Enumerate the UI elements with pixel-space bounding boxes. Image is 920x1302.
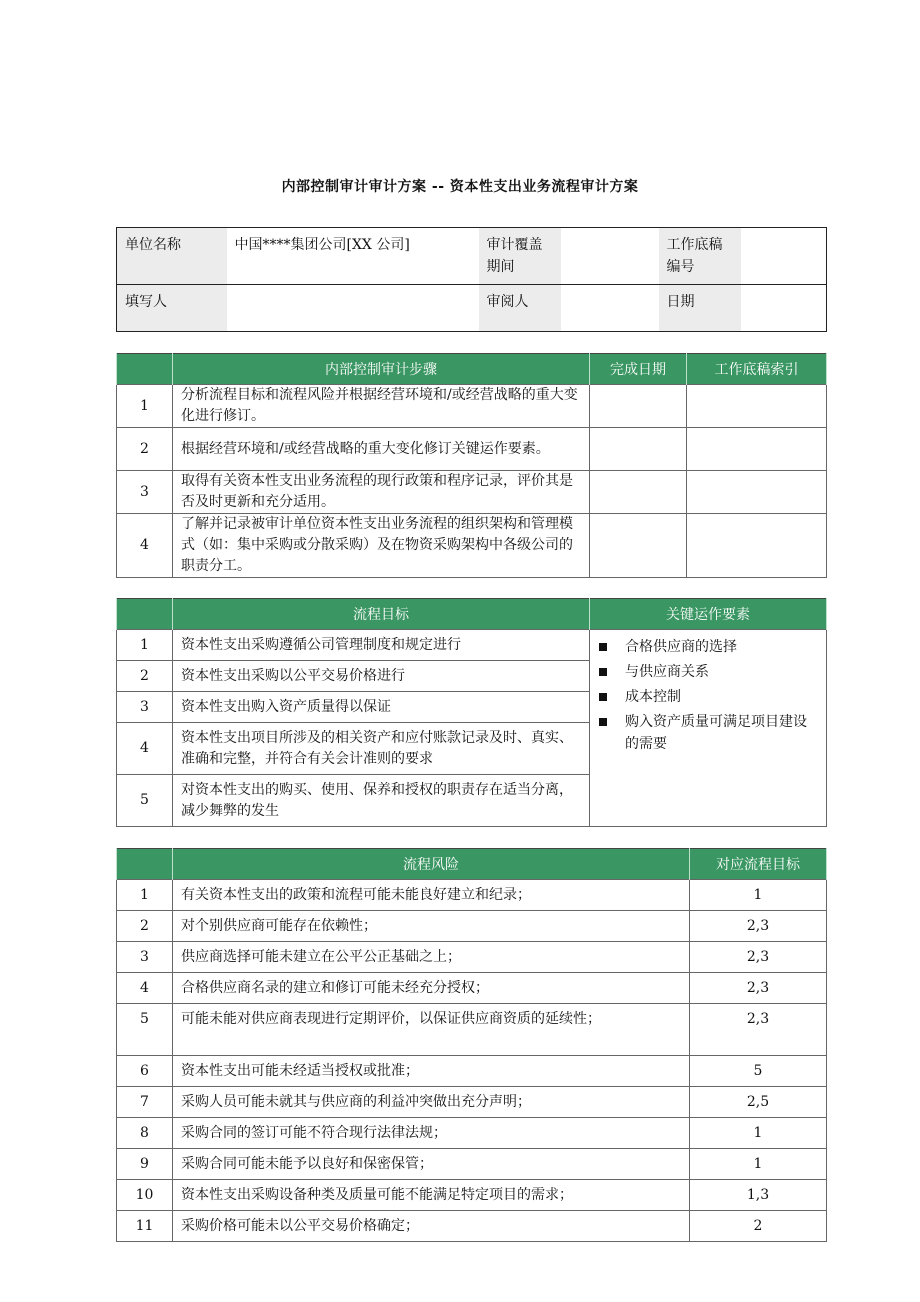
goal-text: 资本性支出采购以公平交易价格进行 [173,661,590,692]
row-number: 2 [117,911,173,942]
row-number: 4 [117,514,173,578]
row-number: 10 [117,1180,173,1211]
row-number: 3 [117,942,173,973]
preparer-value [227,285,479,332]
risk-text: 采购合同的签订可能不符合现行法律法规； [173,1118,690,1149]
goals-header-key-factors: 关键运作要素 [590,599,827,630]
reviewer-label: 审阅人 [479,285,561,332]
step-text: 取得有关资本性支出业务流程的现行政策和程序记录，评价其是否及时更新和充分适用。 [173,471,590,514]
goals-header-no [117,599,173,630]
square-bullet-icon [599,693,607,701]
steps-header-step: 内部控制审计步骤 [173,354,590,385]
goal-text: 资本性支出购入资产质量得以保证 [173,692,590,723]
table-row [117,880,827,911]
row-number: 3 [117,471,173,514]
date-label: 日期 [659,285,741,332]
step-index [687,514,827,578]
risk-text: 资本性支出可能未经适当授权或批准； [173,1056,690,1087]
risk-text: 采购价格可能未以公平交易价格确定； [173,1211,690,1242]
process-goals-table [116,598,827,827]
list-item [598,711,818,755]
square-bullet-icon [599,718,607,726]
table-row [117,385,827,428]
square-bullet-icon [599,668,607,676]
preparer-label: 填写人 [117,285,227,332]
goal-text: 对资本性支出的购买、使用、保养和授权的职责存在适当分离，减少舞弊的发生 [173,775,590,827]
key-factors-cell [590,630,827,827]
steps-header-index: 工作底稿索引 [687,354,827,385]
table-row [117,514,827,578]
table-row [117,911,827,942]
risk-goal: 1,3 [690,1180,827,1211]
step-index [687,471,827,514]
risk-text: 合格供应商名录的建立和修订可能未经充分授权； [173,973,690,1004]
workpaper-value [741,228,827,285]
table-row [117,471,827,514]
risk-goal: 2,5 [690,1087,827,1118]
row-number: 2 [117,428,173,471]
process-risks-table [116,848,827,1242]
workpaper-label: 工作底稿编号 [659,228,741,285]
row-number: 4 [117,973,173,1004]
step-text: 根据经营环境和/或经营战略的重大变化修订关键运作要素。 [173,428,590,471]
goal-text: 资本性支出项目所涉及的相关资产和应付账款记录及时、真实、准确和完整，并符合有关会计准则的要求 [173,723,590,775]
table-row [117,1087,827,1118]
table-row [117,973,827,1004]
row-number: 1 [117,880,173,911]
row-number: 8 [117,1118,173,1149]
period-value [561,228,659,285]
step-date [590,385,687,428]
unit-value: 中国****集团公司[XX 公司] [234,237,410,253]
risks-header-no [117,849,173,880]
risks-header-goal: 对应流程目标 [690,849,827,880]
key-factor-text: 成本控制 [625,689,681,705]
steps-header-no [117,354,173,385]
step-date [590,514,687,578]
row-number: 6 [117,1056,173,1087]
row-number: 5 [117,775,173,827]
row-number: 2 [117,661,173,692]
risk-goal: 2,3 [690,1004,827,1056]
risk-goal: 2,3 [690,911,827,942]
risk-text: 采购合同可能未能予以良好和保密保管； [173,1149,690,1180]
row-number: 3 [117,692,173,723]
table-row [117,630,827,661]
risks-header-risk: 流程风险 [173,849,690,880]
row-number: 11 [117,1211,173,1242]
list-item [598,636,818,658]
row-number: 7 [117,1087,173,1118]
step-date [590,428,687,471]
table-row [117,1004,827,1056]
key-factor-text: 购入资产质量可满足项目建设的需要 [625,714,807,752]
risk-text: 资本性支出采购设备种类及质量可能不能满足特定项目的需求； [173,1180,690,1211]
risk-goal: 2,3 [690,973,827,1004]
risk-goal: 2 [690,1211,827,1242]
unit-label: 单位名称 [117,228,227,285]
step-index [687,385,827,428]
row-number: 1 [117,630,173,661]
step-date [590,471,687,514]
row-number: 9 [117,1149,173,1180]
risk-text: 采购人员可能未就其与供应商的利益冲突做出充分声明； [173,1087,690,1118]
row-number: 4 [117,723,173,775]
date-value [741,285,827,332]
risk-goal: 1 [690,1118,827,1149]
risk-goal: 1 [690,880,827,911]
key-factors-list [598,636,818,755]
step-text: 分析流程目标和流程风险并根据经营环境和/或经营战略的重大变化进行修订。 [173,385,590,428]
row-number: 1 [117,385,173,428]
risk-goal: 5 [690,1056,827,1087]
table-row [117,428,827,471]
step-index [687,428,827,471]
risk-goal: 2,3 [690,942,827,973]
info-table [116,227,827,332]
audit-steps-table [116,353,827,578]
risk-text: 可能未能对供应商表现进行定期评价，以保证供应商资质的延续性； [173,1004,690,1056]
list-item [598,686,818,708]
risk-text: 有关资本性支出的政策和流程可能未能良好建立和纪录； [173,880,690,911]
square-bullet-icon [599,643,607,651]
reviewer-value [561,285,659,332]
risk-text: 对个别供应商可能存在依赖性； [173,911,690,942]
table-row [117,1211,827,1242]
risk-text: 供应商选择可能未建立在公平公正基础之上； [173,942,690,973]
table-row [117,1056,827,1087]
row-number: 5 [117,1004,173,1056]
page-title: 内部控制审计审计方案 -- 资本性支出业务流程审计方案 [281,179,639,195]
key-factor-text: 合格供应商的选择 [625,639,737,655]
table-row [117,942,827,973]
list-item [598,661,818,683]
table-row [117,1118,827,1149]
steps-header-date: 完成日期 [590,354,687,385]
risk-goal: 1 [690,1149,827,1180]
step-text: 了解并记录被审计单位资本性支出业务流程的组织架构和管理模式（如：集中采购或分散采购）及在物资采购架构中各级公司的职责分工。 [173,514,590,578]
goal-text: 资本性支出采购遵循公司管理制度和规定进行 [173,630,590,661]
table-row [117,1180,827,1211]
key-factor-text: 与供应商关系 [625,664,709,680]
goals-header-goal: 流程目标 [173,599,590,630]
table-row [117,1149,827,1180]
period-label: 审计覆盖期间 [479,228,561,285]
